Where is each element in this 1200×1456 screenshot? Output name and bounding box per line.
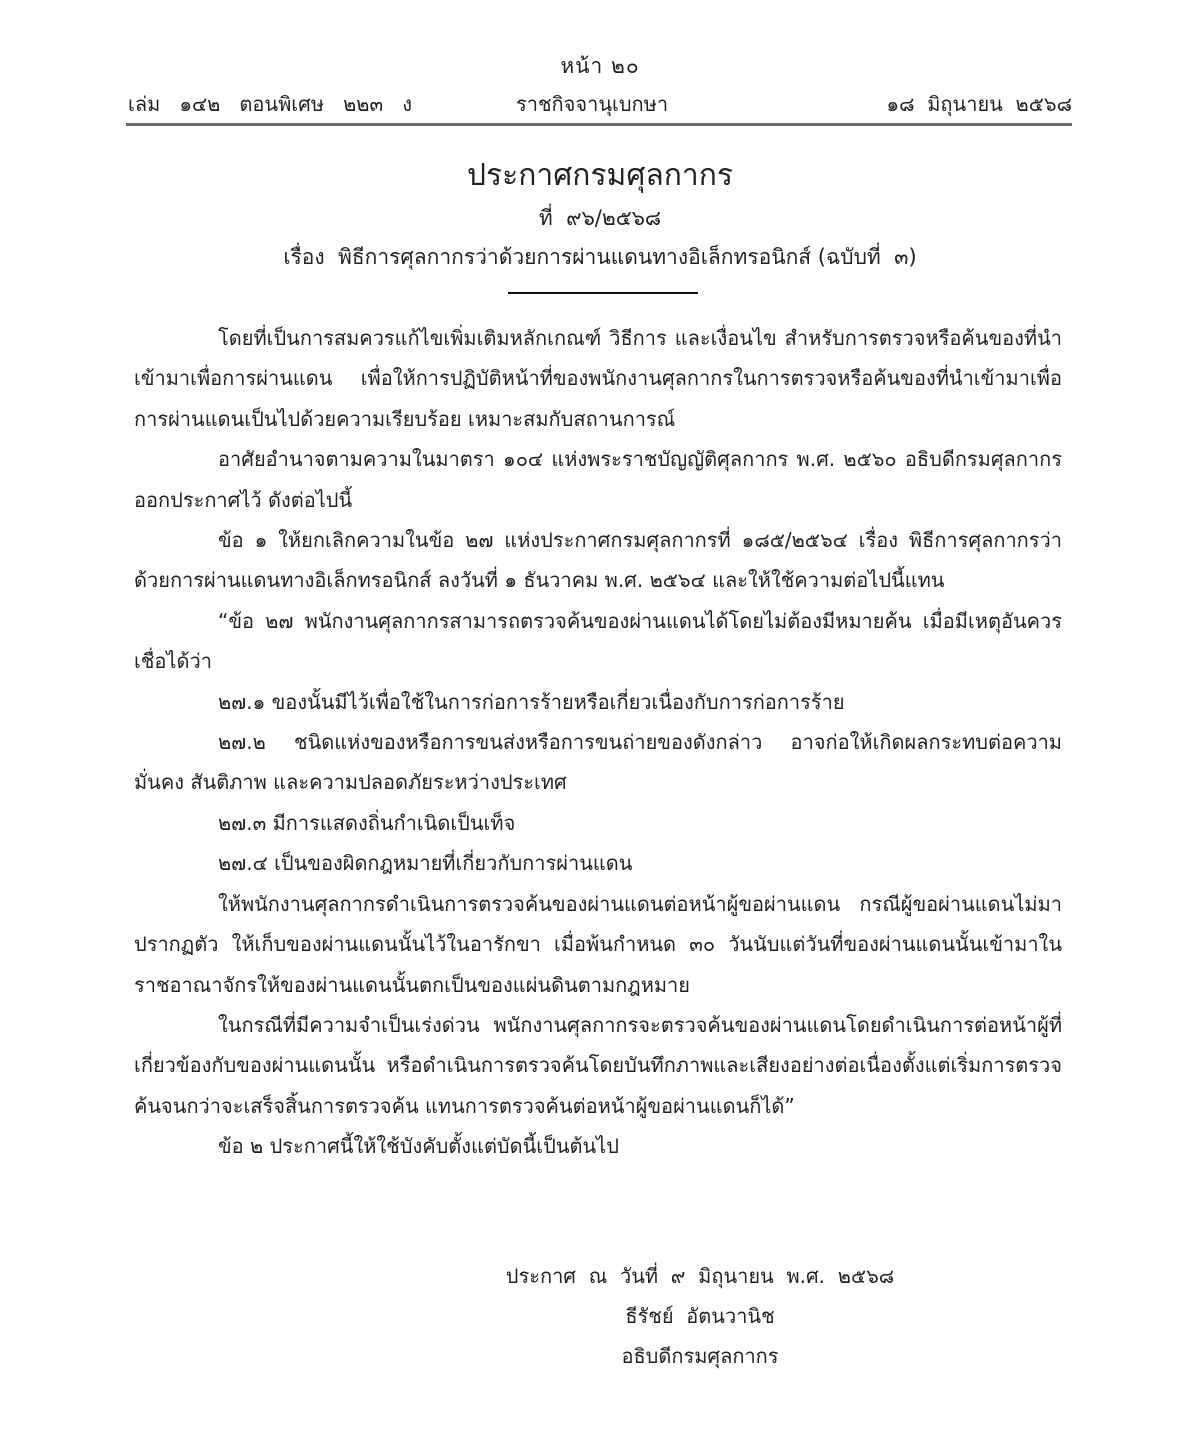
header-divider <box>126 123 1072 126</box>
paragraph-authority: อาศัยอำนาจตามความในมาตรา ๑๐๔ แห่งพระราชบัญญัติศุลกากร พ.ศ. ๒๕๖๐ อธิบดีกรมศุลกากรออกประกาศไว้ ดังต่อไปนี้ <box>134 447 1062 512</box>
paragraph-clause-27-2: ๒๗.๒ ชนิดแห่งของหรือการขนส่งหรือการขนถ่ายของดังกล่าว อาจก่อให้เกิดผลกระทบต่อความมั่นคง สันติภาพ และความปลอดภัยระหว่างประเทศ <box>134 730 1062 795</box>
paragraph-urgent-case: ในกรณีที่มีความจำเป็นเร่งด่วน พนักงานศุลกากรจะตรวจค้นของผ่านแดนโดยดำเนินการต่อหน้าผู้ที่เกี่ยวข้องกับของผ่านแดนนั้น หรือดำเนินการตรวจค้นโดยบันทึกภาพและเสียงอย่างต่อเนื่องตั้งแต่เริ่มการตรวจค้นจนกว่าจะเสร็จสิ้นการตรวจค้น แทนการตรวจค้นต่อหน้าผู้ขอผ่านแดนก็ได้” <box>134 1012 1062 1118</box>
gazette-name: ราชกิจจานุเบกษา <box>516 92 669 116</box>
signatory-name: ธีรัชย์ อัตนวานิช <box>625 1304 775 1328</box>
signature-block <box>440 1256 960 1376</box>
paragraph-clause-27-3: ๒๗.๓ มีการแสดงถิ่นกำเนิดเป็นเท็จ <box>218 810 516 835</box>
document-title: ประกาศกรมศุลกากร <box>466 158 734 193</box>
title-underline <box>508 292 698 294</box>
document-body <box>134 318 1062 1167</box>
paragraph-clause-27: “ข้อ ๒๗ พนักงานศุลกากรสามารถตรวจค้นของผ่านแดนได้โดยไม่ต้องมีหมายค้น เมื่อมีเหตุอันควรเชื่อได้ว่า <box>134 608 1062 674</box>
page-number: หน้า ๒๐ <box>560 54 640 78</box>
volume-issue: เล่ม ๑๔๒ ตอนพิเศษ ๒๒๓ ง <box>128 92 412 116</box>
document-number: ที่ ๙๖/๒๕๖๘ <box>538 206 662 230</box>
signatory-position: อธิบดีกรมศุลกากร <box>621 1344 779 1368</box>
paragraph-clause-27-1: ๒๗.๑ ของนั้นมีไว้เพื่อใช้ในการก่อการร้ายหรือเกี่ยวเนื่องกับการก่อการร้าย <box>218 689 845 714</box>
paragraph-preamble: โดยที่เป็นการสมควรแก้ไขเพิ่มเติมหลักเกณฑ์ วิธีการ และเงื่อนไข สำหรับการตรวจหรือค้นของที่นำเข้ามาเพื่อการผ่านแดน เพื่อให้การปฏิบัติหน้าที่ของพนักงานศุลกากรในการตรวจหรือค้นของที่นำเข้ามาเพื่อการผ่านแดนเป็นไปด้วยความเรียบร้อย เหมาะสมกับสถานการณ์ <box>134 326 1062 431</box>
gazette-header <box>128 88 1072 122</box>
document-subject: เรื่อง พิธีการศุลกากรว่าด้วยการผ่านแดนทางอิเล็กทรอนิกส์ (ฉบับที่ ๓) <box>283 245 917 269</box>
paragraph-clause-2: ข้อ ๒ ประกาศนี้ให้ใช้บังคับตั้งแต่บัดนี้เป็นต้นไป <box>218 1134 619 1159</box>
announcement-date: ประกาศ ณ วันที่ ๙ มิถุนายน พ.ศ. ๒๕๖๘ <box>505 1264 895 1288</box>
paragraph-inspection-procedure: ให้พนักงานศุลกากรดำเนินการตรวจค้นของผ่านแดนต่อหน้าผู้ขอผ่านแดน กรณีผู้ขอผ่านแดนไม่มาปรากฏตัว ให้เก็บของผ่านแดนนั้นไว้ในอารักขา เมื่อพ้นกำหนด ๓๐ วันนับแต่วันที่ของผ่านแดนนั้นเข้ามาในราชอาณาจักรให้ของผ่านแดนนั้นตกเป็นของแผ่นดินตามกฎหมาย <box>134 891 1062 997</box>
paragraph-clause-1: ข้อ ๑ ให้ยกเลิกความในข้อ ๒๗ แห่งประกาศกรมศุลกากรที่ ๑๘๕/๒๕๖๔ เรื่อง พิธีการศุลกากรว่าด้วยการผ่านแดนทางอิเล็กทรอนิกส์ ลงวันที่ ๑ ธันวาคม พ.ศ. ๒๕๖๔ และให้ใช้ความต่อไปนี้แทน <box>134 528 1062 593</box>
gazette-date: ๑๘ มิถุนายน ๒๕๖๘ <box>886 92 1072 116</box>
paragraph-clause-27-4: ๒๗.๔ เป็นของผิดกฎหมายที่เกี่ยวกับการผ่านแดน <box>218 851 633 876</box>
